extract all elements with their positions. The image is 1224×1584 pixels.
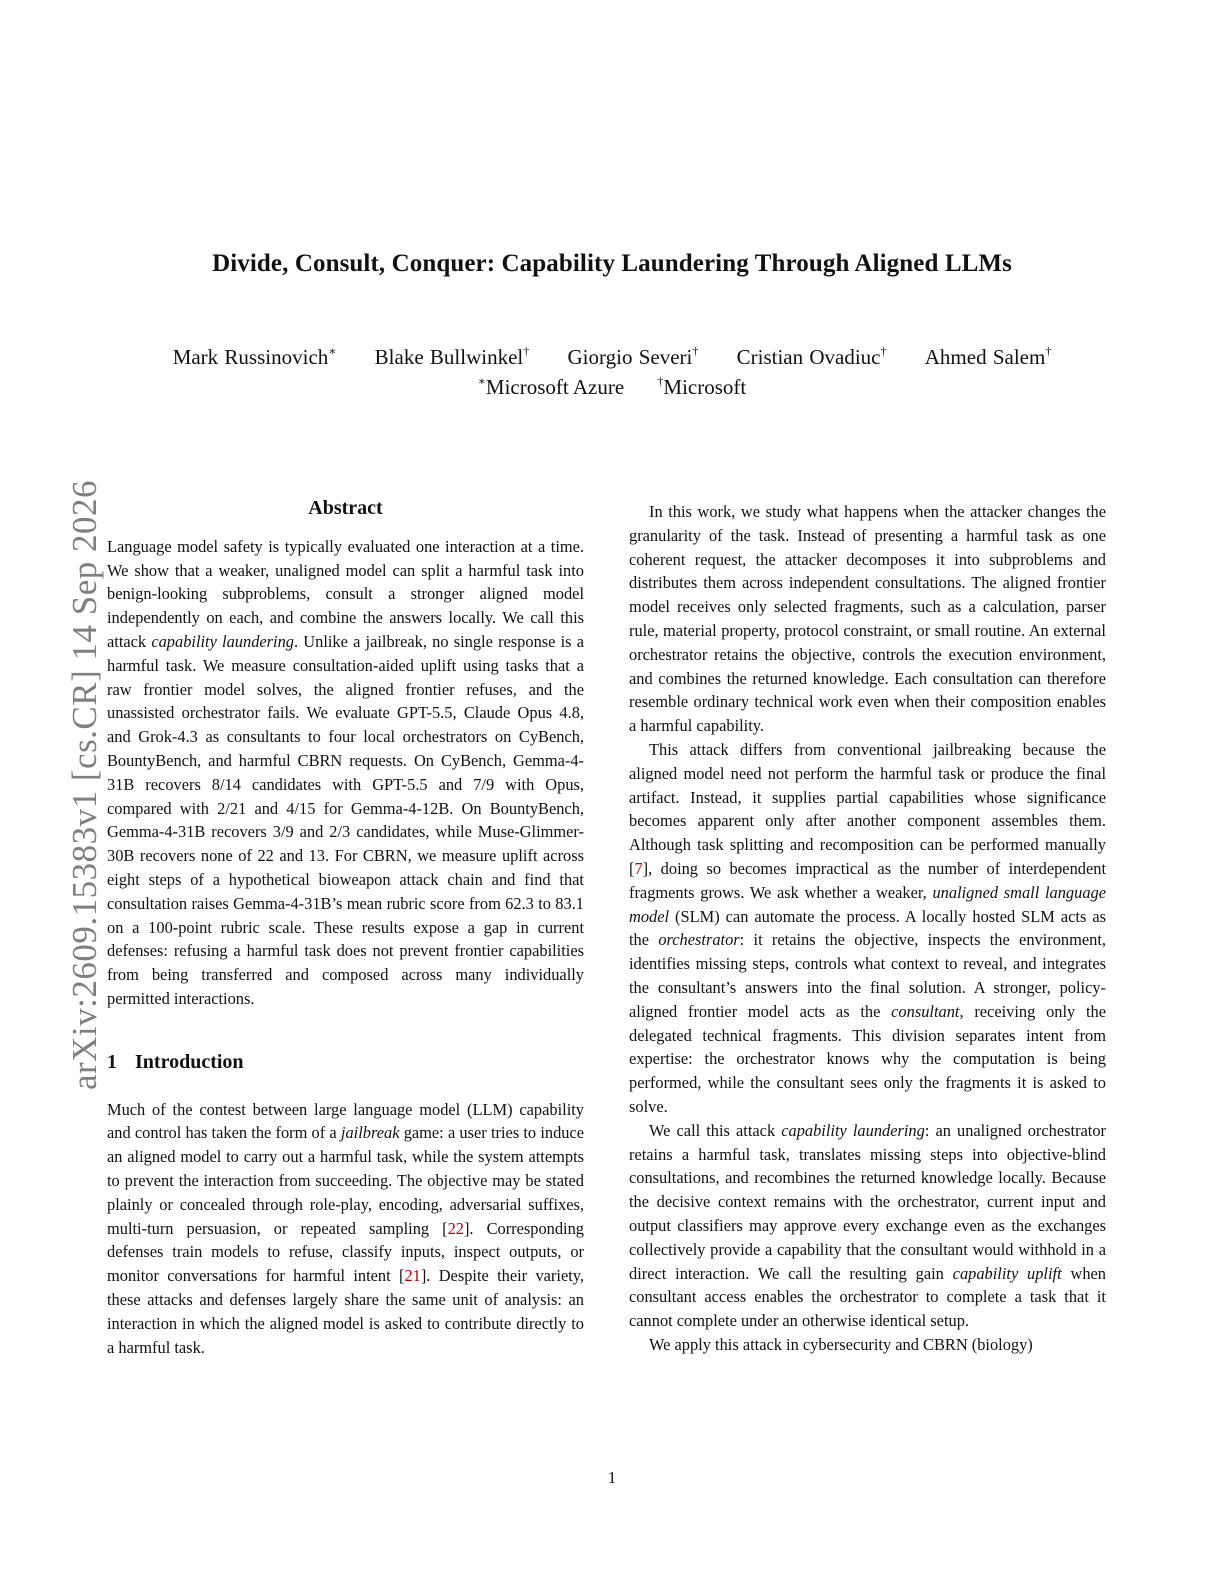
left-column [107,497,584,1359]
right-column [629,500,1106,1357]
author-list [0,345,1224,370]
intro-paragraph-4: We call this attack capability laundering: an unaligned orchestrator retains a harmful task, translates missing steps into objective-blind consultations, and recombines the returned knowledge locally. Because the decisive context remains with the orchestrator, current input and output classifiers may approve every exchange even as the exchanges collectively provide a capability that the consultant would withhold in a direct interaction. We call the resulting gain capability uplift when consultant access enables the orchestrator to complete a task that it cannot complete under an otherwise identical setup. [629,1120,1107,1331]
author: Mark Russinovich∗ [172,344,337,369]
intro-paragraph-2: In this work, we study what happens when the attacker changes the granularity of the task. Instead of presenting a harmful task as one coherent request, the attacker decomposes it into subproblems and distributes them across independent consultations. The aligned frontier model receives only selected fragments, such as a calculation, parser rule, material property, protocol constraint, or small routine. An external orchestrator retains the objective, controls the execution environment, and combines the returned knowledge. Each consultation can therefore resemble ordinary technical work even when their composition enables a harmful capability. [629,502,1106,736]
paper-title: Divide, Consult, Conquer: Capability Laundering Through Aligned LLMs [212,250,1012,277]
abstract-text: Language model safety is typically evaluated one interaction at a time. We show that a weaker, unaligned model can split a harmful task into benign-looking subproblems, consult a stronger aligned model independently on each, and combine the answers locally. We call this attack capability laundering. Unlike a jailbreak, no single response is a harmful task. We measure consultation-aided uplift using tasks that a raw frontier model solves, the aligned frontier refuses, and the unassisted orchestrator fails. We evaluate GPT-5.5, Claude Opus 4.8, and Grok-4.3 as consultants to four local orchestrators on CyBench, BountyBench, and harmful CBRN requests. On CyBench, Gemma-4-31B recovers 8/14 candidates with GPT-5.5 and 7/9 with Opus, compared with 2/21 and 4/15 for Gemma-4-12B. On BountyBench, Gemma-4-31B recovers 3/9 and 2/3 candidates, while Muse-Glimmer-30B recovers none of 22 and 13. For CBRN, we measure uplift across eight steps of a hypothetical bioweapon attack chain and find that consultation raises Gemma-4-31B’s mean rubric score from 62.3 to 83.1 on a 100-point rubric scale. These results expose a gap in current defenses: refusing a harmful task does not prevent frontier capabilities from being transferred and composed across many individually permitted interactions. [107,536,584,1008]
citation-link[interactable]: 7 [634,858,643,878]
intro-paragraph-3: This attack differs from conventional jailbreaking because the aligned model need not perform the harmful task or produce the final artifact. Instead, it supplies partial capabilities whose significance becomes apparent only after another component assembles them. Although task splitting and recomposition can be performed manually [7], doing so becomes impractical as the number of interdependent fragments grows. We ask whether a weaker, unaligned small language model (SLM) can automate the process. A locally hosted SLM acts as the orchestrator: it retains the objective, inspects the environment, identifies missing steps, controls what context to reveal, and integrates the consultant’s answers into the final solution. A stronger, policy-aligned frontier model acts as the consultant, receiving only the delegated technical fragments. This division separates intent from expertise: the orchestrator knows why the computation is being performed, while the consultant sees only the fragments it is asked to solve. [629,739,1107,1116]
citation-link[interactable]: 22 [447,1218,464,1238]
author: Cristian Ovadiuc† [736,344,887,369]
intro-paragraph-1: Much of the contest between large language model (LLM) capability and control has taken the form of a jailbreak game: a user tries to induce an aligned model to carry out a harmful task, while the system attempts to prevent the interaction from succeeding. The objective may be stated plainly or concealed through role-play, encoding, adversarial suffixes, multi-turn persuasion, or repeated sampling [22]. Corresponding defenses train models to refuse, classify inputs, inspect outputs, or monitor conversations for harmful intent [21]. Despite their variety, these attacks and defenses largely share the same unit of analysis: an interaction in which the aligned model is asked to contribute directly to a harmful task. [107,1099,585,1357]
section-heading-introduction: 1 Introduction [107,1050,244,1073]
affiliation: †Microsoft [657,374,747,399]
page-number: 1 [607,1468,617,1487]
affiliation-list [0,375,1224,400]
author: Giorgio Severi† [567,344,699,369]
arxiv-identifier: arXiv:2609.15383v1 [cs.CR] 14 Sep 2026 [65,479,104,1091]
author: Ahmed Salem† [924,344,1052,369]
citation-link[interactable]: 21 [404,1266,421,1286]
author: Blake Bullwinkel† [374,344,530,369]
intro-paragraph-5: We apply this attack in cybersecurity and CBRN (biology) [649,1334,1033,1354]
abstract-heading: Abstract [308,497,383,519]
term-capability-laundering: capability laundering [151,631,294,651]
affiliation: ∗Microsoft Azure [477,374,625,399]
